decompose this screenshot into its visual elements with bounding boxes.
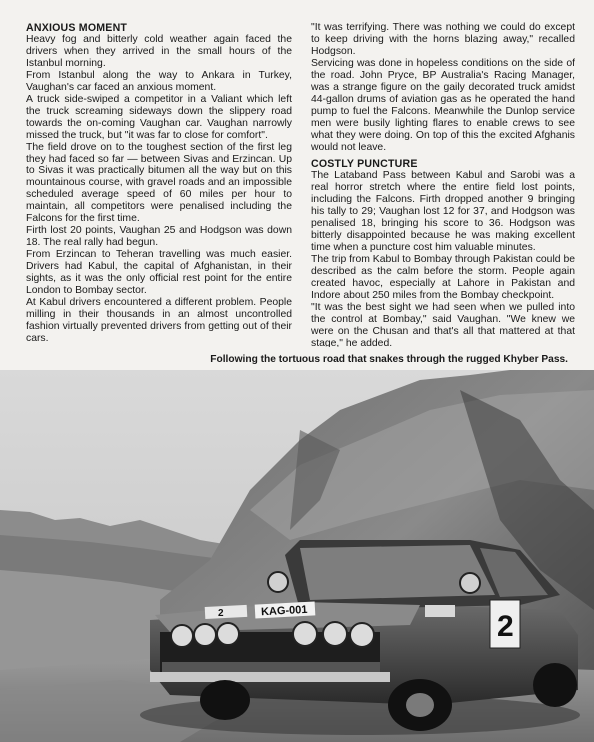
paragraph: At Kabul drivers encountered a different problem. People milling in their thousands in an almost uncontrolled fashion virtually prevented drivers from getting out of their cars. xyxy=(26,296,292,344)
paragraph: Firth lost 20 points, Vaughan 25 and Hodgson was down 18. The real rally had begun. xyxy=(26,225,292,249)
section-heading: ANXIOUS MOMENT xyxy=(26,22,128,34)
paragraph: Heavy fog and bitterly cold weather again faced the drivers when they arrived in the small hours of the Istanbul morning. xyxy=(26,34,292,69)
paragraph: The field drove on to the toughest section of the first leg they had faced so far — between Sivas and Erzincan. Up to Sivas it was practically bitumen all the way but on this mountainous course, with gravel roads and an impossible scheduled average speed of 60 miles per hour to maintain, all competitors were penalised including the Falcons for the first time. xyxy=(26,141,292,225)
paragraph: From Istanbul along the way to Ankara in Turkey, Vaughan's car faced an anxious moment. xyxy=(26,69,292,93)
bonnet-number: 2 xyxy=(218,608,224,619)
article-left-column xyxy=(26,22,292,352)
photo-caption: Following the tortuous road that snakes through the rugged Khyber Pass. xyxy=(210,354,568,365)
paragraph: From Erzincan to Teheran travelling was much easier. Drivers had Kabul, the capital of Afghanistan, in their sights, as it was the only official rest point for the entire London to Bombay sector. xyxy=(26,249,292,297)
paragraph: The Lataband Pass between Kabul and Sarobi was a real horror stretch where the entire field lost points, including the Falcons. Firth dropped another 9 bringing his tally to 29; Vaughan lost 12 for 37, and Hodgson was penalised 18, bringing his score to 36. Hodgson was bitterly disappointed because he was making excellent time when a puncture cost him valuable minutes. xyxy=(311,170,575,254)
door-number: 2 xyxy=(497,610,514,643)
section-heading: COSTLY PUNCTURE xyxy=(311,158,418,171)
number-plate-text: KAG-001 xyxy=(260,603,308,619)
paragraph: "It was terrifying. There was nothing we could do except to keep driving with the horns blazing away," recalled Hodgson. xyxy=(311,22,575,57)
rally-car-photo xyxy=(0,370,594,742)
article-right-column xyxy=(311,22,575,347)
paragraph: The trip from Kabul to Bombay through Pakistan could be described as the calm before the storm. People again created havoc, especially at Lahore in Pakistan and Indore about 250 miles from the Bombay checkpoint. xyxy=(311,254,575,302)
paragraph: Servicing was done in hopeless conditions on the side of the road. John Pryce, BP Australia's Racing Manager, was a strange figure on the gaily decorated truck amidst 44-gallon drums of aviation gas as he operated the hand pump to fuel the Falcons. Meanwhile the Dunlop service men were busily lighting flares to enable crews to see what they were doing. On top of this the excited Afghanis would not leave. xyxy=(311,57,575,153)
paragraph: "It was the best sight we had seen when we pulled into the control at Bombay," said Vaughan. "We knew we were on the Chusan and that's all that mattered at that stage," he added. xyxy=(311,301,575,347)
paragraph: A truck side-swiped a competitor in a Valiant which left the truck screaming sideways down the slippery road towards the on-coming Vaughan car. Vaughan narrowly missed the truck, but "it was far to close for comfort". xyxy=(26,93,292,141)
